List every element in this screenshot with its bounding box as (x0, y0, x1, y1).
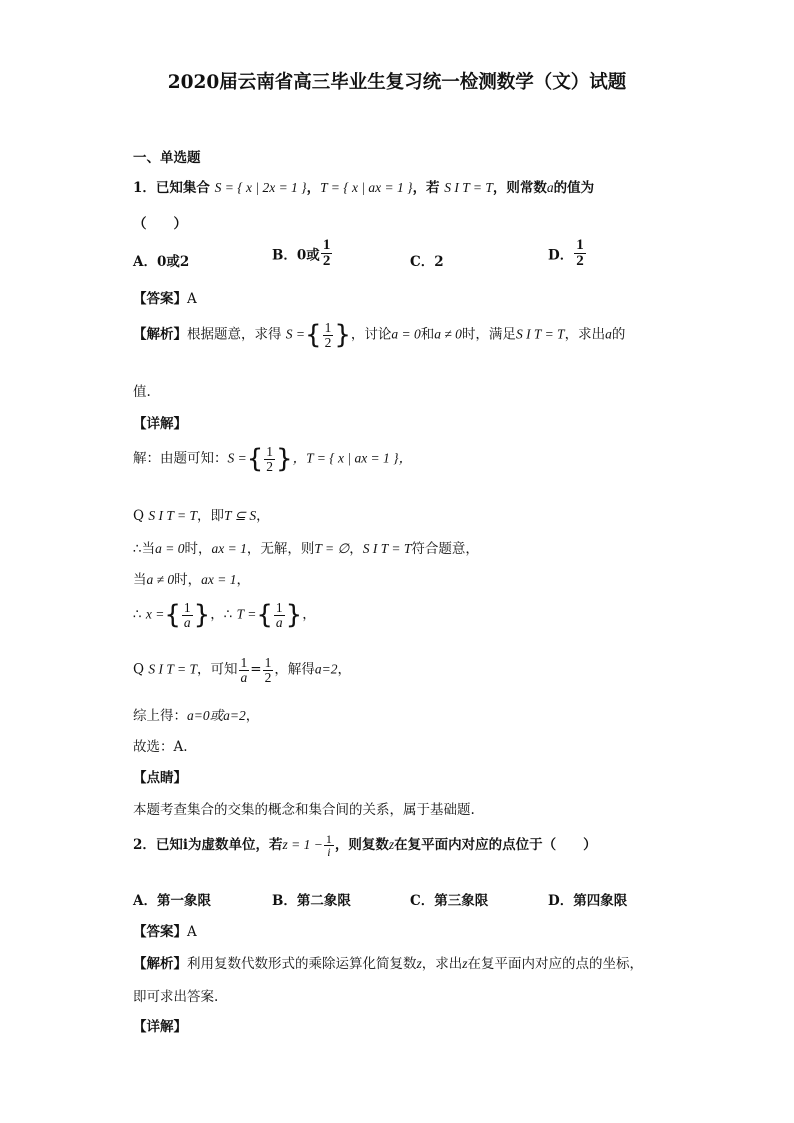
q1-detail-line-4: 当a ≠ 0时，ax = 1， (133, 572, 251, 588)
q1-option-b: B．0或 $\frac{1}{2}$ (272, 237, 331, 269)
set-s-expr: S = { x | 2x = 1 } (214, 180, 307, 195)
q1-comment: 本题考查集合的交集的概念和集合间的关系，属于基础题. (133, 802, 475, 818)
q2-option-b: B．第二象限 (272, 893, 351, 909)
q1-detail-line-2: Q S I T = T，即T ⊆ S， (133, 508, 270, 524)
q2-answer: 【答案】A (133, 924, 197, 940)
question-2-stem: 2．已知i为虚数单位，若z = 1 − $\frac{1}{i}$ ，则复数z在复平面内对应的点位于（ ） (133, 832, 597, 859)
q2-analysis-cont: 即可求出答案. (133, 989, 219, 1005)
q1-detail-line-6: Q S I T = T，可知 $\frac{1}{a}$ = $\frac{1}{2}$ ，解得a=2， (133, 655, 351, 685)
section-heading: 一、单选题 (133, 150, 201, 166)
question-1-paren: （ ） (133, 216, 187, 232)
set-t-expr: T = { x | ax = 1 } (320, 180, 413, 195)
q2-detail-label: 【详解】 (133, 1019, 187, 1035)
q1-option-c: C．2 (410, 254, 444, 270)
q1-comment-label: 【点睛】 (133, 770, 187, 786)
q2-analysis: 【解析】利用复数代数形式的乘除运算化简复数z，求出z在复平面内对应的点的坐标， (133, 956, 644, 972)
q2-option-d: D．第四象限 (548, 893, 628, 909)
q2-option-a: A．第一象限 (133, 893, 211, 909)
q1-answer: 【答案】A (133, 291, 197, 307)
q1-detail-label: 【详解】 (133, 416, 187, 432)
q1-detail-line-8: 故选：A. (133, 739, 188, 755)
q1-option-d: D． $\frac{1}{2}$ (548, 237, 584, 269)
page-title: 2020届云南省高三毕业生复习统一检测数学（文）试题 (167, 72, 627, 93)
q2-option-c: C．第三象限 (410, 893, 489, 909)
q1-detail-line-3: ∴当a = 0时，ax = 1，无解，则T = ∅，S I T = T符合题意， (133, 541, 479, 557)
q1-analysis: 【解析】根据题意，求得 S ={ $\frac{1}{2}$ }，讨论a = 0和a ≠ 0时，满足S I T = T，求出a的 (133, 320, 626, 350)
q1-option-a: A．0或2 (133, 254, 190, 270)
q1-detail-line-7: 综上得：a=0或a=2， (133, 708, 260, 724)
q1-analysis-cont: 值. (133, 384, 151, 400)
question-1-stem: 1．已知集合 S = { x | 2x = 1 }，T = { x | ax = 1 }，若 S I T = T，则常数a的值为 (133, 180, 595, 196)
q1-detail-line-1: 解：由题可知：S ={ $\frac{1}{2}$ }，T = { x | ax = 1 }， (133, 444, 413, 474)
q1-detail-line-5: ∴ x ={ $\frac{1}{a}$ }，∴ T ={ $\frac{1}{a}$ }， (133, 600, 316, 630)
